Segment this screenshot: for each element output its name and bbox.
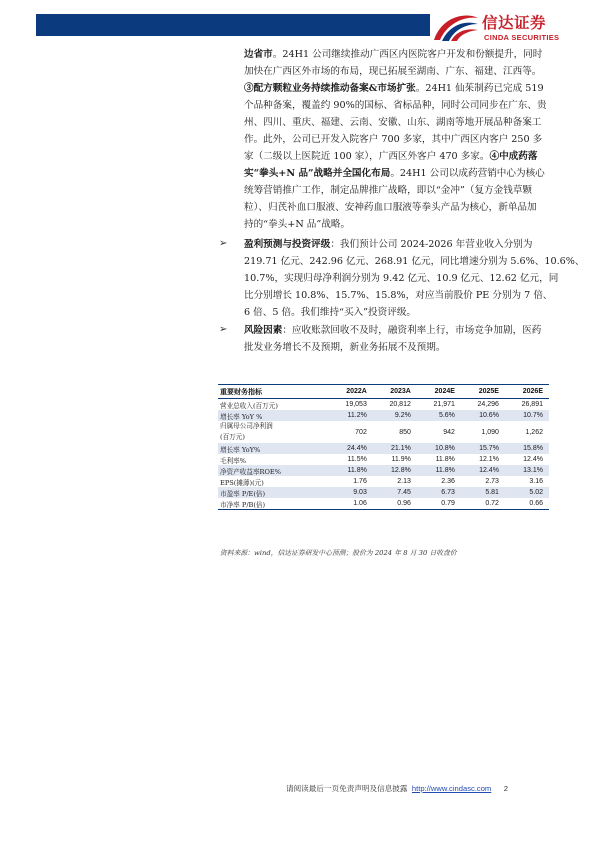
table-header-row [218,385,549,399]
table-cell: 0.66 [505,498,549,510]
row-label: 归属母公司净利润 (百万元) [220,422,273,441]
table-cell: 26,891 [521,401,543,408]
table-header-cell: 2024E [434,388,455,395]
table-cell: 11.5% [347,456,367,463]
table-cell: 0.72 [461,498,505,510]
table-cell: 12.4% [523,456,543,463]
risk-paragraph [244,322,548,356]
table-cell: 24.4% [329,443,373,454]
business-paragraph [244,46,548,233]
financial-indicators-table [218,384,549,510]
row-label: EPS(摊薄)(元) [220,478,264,487]
table-cell: 19,053 [345,401,367,408]
row-label: 营业总收入(百万元) [220,401,278,410]
table-cell: 21,971 [433,401,455,408]
table-cell: 11.8% [417,465,461,476]
table-cell: 12.1% [479,456,499,463]
table-row [218,410,549,421]
table-cell: 1,090 [481,428,499,436]
bullet-arrow-icon: ➢ [219,324,228,335]
text-line: 批发业务增长不及预期，新业务拓展不及预期。 [244,342,446,353]
table-cell: 1.76 [353,478,367,485]
table-cell: 12.8% [373,465,417,476]
row-label: 市盈率 P/E(倍) [218,487,329,498]
table-cell: 10.7% [505,410,549,421]
website-link[interactable]: http://www.cindasc.com [411,784,492,793]
table-cell: 5.02 [505,487,549,498]
table-row [218,476,549,487]
text-line: 盈利预测与投资评级：我们预计公司 2024-2026 年营业收入分别为 [244,239,533,250]
table-cell: 10.8% [417,443,461,454]
text-line: 加快在广西区外市场的布局，现已拓展至湖南、广东、福建、江西等。 [244,66,542,77]
text-line: 边省市。24H1 公司继续推动广西区内医院客户开发和份额提升，同时 [244,49,543,60]
text-line: 州、四川、重庆、福建、云南、安徽、山东、湖南等地开展品种备案工 [244,117,542,128]
header-band [36,14,430,36]
table-cell: 11.9% [391,456,411,463]
row-label: 净资产收益率ROE% [218,465,329,476]
logo-english-text: CINDA SECURITIES [484,33,560,42]
table-cell: 15.7% [461,443,505,454]
forecast-heading: 盈利预测与投资评级 [244,239,331,250]
text-line: 风险因素：应收账款回收不及时，融资利率上行，市场竞争加剧，医药 [244,325,542,336]
text-line: 6 倍、5 倍。我们维持“买入”投资评级。 [244,307,417,318]
table-cell: 5.6% [417,410,461,421]
table-source-note: 资料来源：wind，信达证券研发中心预测；股价为 2024 年 8 月 30 日收盘价 [220,549,457,557]
table-header-cell: 重要财务指标 [220,388,262,396]
row-label: 市净率 P/B(倍) [218,498,329,510]
table-cell: 12.4% [461,465,505,476]
table-cell: 6.73 [417,487,461,498]
row-label: 增长率 YoY % [218,410,329,421]
table-cell: 9.03 [329,487,373,498]
table-cell: 2.73 [485,478,499,485]
table-cell: 10.6% [461,410,505,421]
table-row [218,465,549,476]
footer [286,783,508,794]
text-line: 219.71 亿元、242.96 亿元、268.91 亿元，同比增速分别为 5.6%、10.6%、 [244,256,585,267]
text-line: 个品种备案，覆盖约 90%的国标、省标品种，同时公司同步在广东、贵 [244,100,547,111]
row-label: 毛利率% [220,456,247,465]
text-line: 家（二级以上医院近 100 家），广西区外客户 470 多家。④中成药落 [244,151,538,162]
table-header-cell: 2025E [478,388,499,395]
table-cell: 702 [355,428,367,436]
table-row [218,443,549,454]
text-line: 作。此外，公司已开发入院客户 700 多家，其中广西区内客户 250 多 [244,134,543,145]
table-cell: 0.96 [373,498,417,510]
table-row [218,487,549,498]
table-cell: 24,296 [477,401,499,408]
forecast-paragraph [244,236,585,321]
table-cell: 1.06 [329,498,373,510]
table-cell: 9.2% [373,410,417,421]
table-row [218,399,549,411]
table-cell: 0.79 [417,498,461,510]
row-label: 增长率 YoY% [218,443,329,454]
text-line: 持的“拳头+N 品”战略。 [244,219,351,230]
cinda-logo-mark-icon [432,10,480,44]
table-cell: 11.2% [329,410,373,421]
table-cell: 942 [443,428,455,436]
table-header-cell: 2022A [346,388,367,395]
table-cell: 3.16 [529,478,543,485]
table-cell: 850 [399,428,411,436]
disclaimer-text: 请阅读最后一页免责声明及信息披露 [286,784,408,793]
table-header-cell: 2026E [522,388,543,395]
logo-chinese-text: 信达证券 [482,14,547,32]
bullet-arrow-icon: ➢ [219,238,228,249]
table-cell: 7.45 [373,487,417,498]
text-line: 10.7%，实现归母净利润分别为 9.42 亿元、10.9 亿元、12.62 亿元，同 [244,273,559,284]
table-row [218,454,549,465]
table-cell: 13.1% [505,465,549,476]
table-cell: 20,812 [389,401,411,408]
text-line: 统筹营销推广工作，制定品牌推广战略，即以“金冲”（复方金钱草颗 [244,185,533,196]
table-cell: 11.8% [435,456,455,463]
table-header-cell: 2023A [390,388,411,395]
table-cell: 21.1% [373,443,417,454]
table-row [218,498,549,510]
table-cell: 2.36 [441,478,455,485]
table-row [218,421,549,443]
table-cell: 11.8% [329,465,373,476]
page-number: 2 [503,784,508,793]
text-line: 实“拳头+N 品”战略并全国化布局。24H1 公司以成药营销中心为核心 [244,168,545,179]
table-cell: 5.81 [461,487,505,498]
text-line: 比分别增长 10.8%、15.7%、15.8%，对应当前股价 PE 分别为 7 倍、 [244,290,553,301]
risk-heading: 风险因素 [244,325,283,336]
table-cell: 1,262 [525,428,543,436]
text-line: 粒）、归芪补血口服液、安神药血口服液等拳头产品为核心，新单品加 [244,202,537,213]
cinda-logo [432,8,582,48]
table-cell: 2.13 [397,478,411,485]
text-line: ③配方颗粒业务持续推动备案&市场扩张。24H1 仙茱制药已完成 519 [244,83,544,94]
table-cell: 15.8% [505,443,549,454]
